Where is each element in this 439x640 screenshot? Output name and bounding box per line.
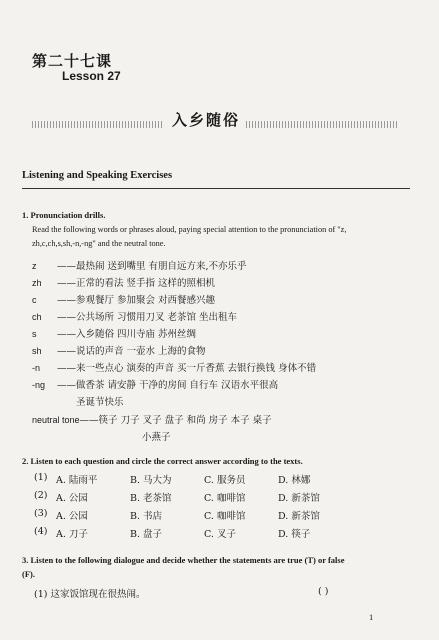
drill-text: ——参观餐厅 参加聚会 对西餐感兴趣: [57, 295, 216, 306]
row-number: (4): [34, 526, 48, 537]
q1-heading: 1. Pronunciation drills.: [22, 210, 106, 220]
q3-heading-line1: 3. Listen to the following dialogue and decide whether the statements are true (T) or false: [22, 555, 345, 565]
drill-text: ——正常的看法 竖手指 这样的照相机: [57, 278, 216, 289]
drill-text: ——做香茶 请安静 干净的房间 自行车 汉语水平很高: [57, 380, 279, 391]
drill-text: ——最热闹 送到嘴里 有朋自远方来,不亦乐乎: [57, 261, 247, 272]
option-c[interactable]: C. 咖啡馆: [204, 511, 246, 522]
drill-key: -n: [32, 363, 41, 373]
drill-text: ——来一些点心 演奏的声音 买一斤香蕉 去银行换钱 身体不错: [57, 363, 317, 374]
drill-row: [32, 326, 196, 340]
drill-continuation: 小燕子: [142, 432, 171, 443]
drill-row-neutral: [32, 412, 272, 426]
option-c[interactable]: C. 叉子: [204, 529, 236, 540]
drill-key: z: [32, 261, 37, 271]
option-d[interactable]: D. 筷子: [278, 529, 311, 540]
option-a[interactable]: A. 公园: [56, 493, 88, 504]
answer-blank[interactable]: ( ): [318, 586, 329, 597]
drill-row: [32, 343, 206, 357]
option-a[interactable]: A. 陆雨平: [56, 475, 98, 486]
drill-text: ——入乡随俗 四川寺庙 苏州丝绸: [57, 329, 197, 340]
drill-row: [32, 309, 237, 323]
option-b[interactable]: B. 马大为: [130, 475, 172, 486]
drill-text: ——说话的声音 一壶水 上海的食物: [57, 346, 206, 357]
q3-heading-line2: (F).: [22, 569, 35, 579]
drill-row: [32, 258, 247, 272]
lesson-title-english: Lesson 27: [62, 69, 121, 83]
row-number: (3): [34, 508, 48, 519]
page-number: 1: [369, 612, 374, 622]
drill-continuation: 圣诞节快乐: [76, 397, 124, 408]
option-d[interactable]: D. 新茶馆: [278, 511, 320, 522]
option-c[interactable]: C. 咖啡馆: [204, 493, 246, 504]
option-b[interactable]: B. 盘子: [130, 529, 163, 540]
option-d[interactable]: D. 新茶馆: [278, 493, 320, 504]
option-b[interactable]: B. 老茶馆: [130, 493, 172, 504]
drill-row: [32, 360, 316, 374]
title-rule-left: [32, 121, 162, 128]
option-c[interactable]: C. 服务员: [204, 475, 246, 486]
drill-key: neutral tone: [32, 415, 80, 425]
section-divider: [22, 188, 410, 189]
row-number: (2): [34, 490, 48, 501]
option-b[interactable]: B. 书店: [130, 511, 163, 522]
option-a[interactable]: A. 公园: [56, 511, 88, 522]
drill-row: [32, 377, 278, 391]
q1-instruction-line1: Read the following words or phrases aloud, paying special attention to the pronunciation of "z,: [32, 225, 347, 234]
drill-key: sh: [32, 346, 42, 356]
q2-heading: 2. Listen to each question and circle the correct answer according to the texts.: [22, 456, 303, 466]
row-number: (1): [34, 472, 48, 483]
drill-key: s: [32, 329, 37, 339]
drill-row: [32, 292, 215, 306]
drill-key: -ng: [32, 380, 46, 390]
main-title: 入乡随俗: [172, 111, 241, 129]
q3-statement: (1) 这家饭馆现在很热闹。: [34, 589, 146, 600]
option-d[interactable]: D. 林娜: [278, 475, 311, 486]
lesson-title-chinese: 第二十七课: [32, 52, 113, 70]
drill-text: ——公共场所 习惯用刀叉 老茶馆 坐出租车: [57, 312, 238, 323]
section-heading: Listening and Speaking Exercises: [22, 170, 173, 181]
drill-row: [32, 275, 215, 289]
q1-instruction-line2: zh,c,ch,s,sh,-n,-ng" and the neutral tone.: [32, 239, 166, 248]
drill-text: ——筷子 刀子 叉子 盘子 和尚 房子 本子 桌子: [79, 415, 272, 426]
drill-key: c: [32, 295, 37, 305]
drill-key: zh: [32, 278, 42, 288]
title-rule-right: [246, 121, 398, 128]
option-a[interactable]: A. 刀子: [56, 529, 88, 540]
drill-key: ch: [32, 312, 42, 322]
